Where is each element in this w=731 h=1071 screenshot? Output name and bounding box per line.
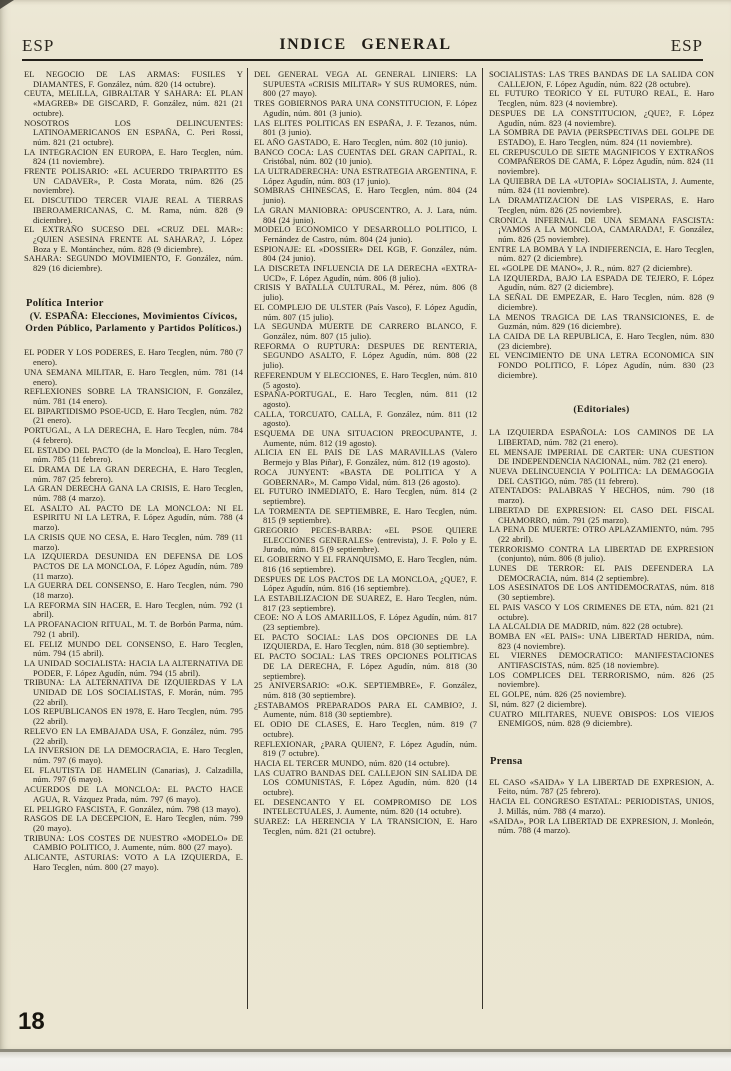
index-entry: LA ULTRADERECHA: UNA ESTRATEGIA ARGENTINA, F. López Agudín, núm. 803 (17 junio). <box>254 166 477 186</box>
index-entry: TRES GOBIERNOS PARA UNA CONSTITUCION, F. López Agudín, núm. 801 (3 junio). <box>254 98 477 118</box>
column-divider <box>247 68 248 1009</box>
section-subheading: (V. ESPAÑA: Elecciones, Movimientos Cívicos, Orden Público, Parlamento y Partidos Políticos.) <box>25 311 242 335</box>
index-entry: EL CASO «SAIDA» Y LA LIBERTAD DE EXPRESION, A. Feito, núm. 787 (25 febrero). <box>489 776 714 797</box>
index-entry: ¿ESTABAMOS PREPARADOS PARA EL CAMBIO?, J. Aumente, núm. 818 (30 septiembre). <box>254 699 477 720</box>
section-heading: Política Interior <box>26 297 104 309</box>
index-entry: EL AÑO GASTADO, E. Haro Tecglen, núm. 802 (10 junio). <box>254 136 468 147</box>
index-entry: LA ALCALDIA DE MADRID, núm. 822 (28 octubre). <box>489 621 683 632</box>
index-entry: EL PACTO SOCIAL: LAS DOS OPCIONES DE LA IZQUIERDA, E. Haro Tecglen, núm. 818 (30 septiembre). <box>254 631 477 652</box>
index-entry: EL BIPARTIDISMO PSOE-UCD, E. Haro Tecglen, núm. 782 (21 enero). <box>24 405 243 426</box>
index-entry: NUEVA DELINCUENCIA Y POLITICA: LA DEMAGOGIA DEL CASTIGO, núm. 785 (11 febrero). <box>489 466 714 486</box>
index-entry: EL FLAUTISTA DE HAMELIN (Canarias), J. Calzadilla, núm. 797 (6 mayo). <box>24 764 243 785</box>
index-entry: LA GRAN MANIOBRA: OPUSCENTRO, A. J. Lara, núm. 804 (24 junio). <box>254 204 477 225</box>
header-right-label: ESP <box>670 36 703 55</box>
index-entry: RELEVO EN LA EMBAJADA USA, F. González, núm. 795 (22 abril). <box>24 725 243 746</box>
index-entry: LAS CUATRO BANDAS DEL CALLEJON SIN SALIDA DE LOS COMUNISTAS, F. López Agudín, núm. 820 (14 octubre). <box>254 767 477 798</box>
index-entry: EL EXTRAÑO SUCESO DEL «CRUZ DEL MAR»: ¿QUIEN ASESINA FRENTE AL SAHARA?, J. López Boza y E. Montánchez, núm. 828 (9 diciembre). <box>24 224 243 254</box>
index-entry: SI, núm. 827 (2 diciembre). <box>489 698 587 709</box>
index-entry: ACUERDOS DE LA MONCLOA: EL PACTO HACE AGUA, R. Vázquez Prada, núm. 797 (6 mayo). <box>24 784 243 804</box>
index-entry: «SAIDA», POR LA LIBERTAD DE EXPRESION, J. Monleón, núm. 788 (4 marzo). <box>489 815 714 836</box>
index-entry: LA PROFANACION RITUAL, M. T. de Borbón Parma, núm. 792 (1 abril). <box>24 619 243 639</box>
index-entry: LA SEGUNDA MUERTE DE CARRERO BLANCO, F. González, núm. 807 (15 julio). <box>254 321 477 341</box>
index-entry: TRIBUNA: LA ALTERNATIVA DE IZQUIERDAS Y LA UNIDAD DE LOS SOCIALISTAS, F. Morán, núm. 795 (22 abril). <box>24 677 243 707</box>
index-entry: EL PELIGRO FASCISTA, F. González, núm. 798 (13 mayo). <box>24 803 241 814</box>
index-entry: REFLEXIONAR, ¿PARA QUIEN?, F. López Agudín, núm. 819 (7 octubre). <box>254 738 477 759</box>
index-entry: CEOE: NO A LOS AMARILLOS, F. López Agudín, núm. 817 (23 septiembre). <box>254 612 477 633</box>
index-entry: HACIA EL CONGRESO ESTATAL: PERIODISTAS, UNIOS, J. Millás, núm. 788 (4 marzo). <box>489 796 714 816</box>
index-entry: REFORMA O RUPTURA: DESPUES DE RENTERIA, SEGUNDO ASALTO, F. López Agudín, núm. 808 (22 julio). <box>254 340 477 371</box>
index-entry: LOS REPUBLICANOS EN 1978, E. Haro Tecglen, núm. 795 (22 abril). <box>24 706 243 727</box>
index-entry: LA UNIDAD SOCIALISTA: HACIA LA ALTERNATIVA DE PODER, F. López Agudín, núm. 794 (15 abril). <box>24 657 243 678</box>
index-entry: REFERENDUM Y ELECCIONES, E. Haro Tecglen, núm. 810 (5 agosto). <box>254 369 477 390</box>
index-entry: EL FELIZ MUNDO DEL CONSENSO, E. Haro Tecglen, núm. 794 (15 abril). <box>24 638 243 659</box>
header-left-label: ESP <box>22 36 55 55</box>
index-entry: EL ODIO DE CLASES, E. Haro Tecglen, núm. 819 (7 octubre). <box>254 719 477 739</box>
index-entry: LA INTEGRACION EN EUROPA, E. Haro Tecglen, núm. 824 (11 noviembre). <box>24 146 243 167</box>
section-heading: Prensa <box>490 756 523 767</box>
index-entry: EL ASALTO AL PACTO DE LA MONCLOA: NI EL ESPIRITU NI LA LETRA, F. López Agudín, núm. 788 (4 marzo). <box>24 502 243 533</box>
index-entry: LA SOMBRA DE PAVIA (PERSPECTIVAS DEL GOLPE DE ESTADO), E. Haro Tecglen, núm. 824 (11 noviembre). <box>489 127 714 147</box>
index-entry: MODELO ECONOMICO Y DESARROLLO POLITICO, I. Fernández de Castro, núm. 804 (24 junio). <box>254 224 477 244</box>
index-entry: ESQUEMA DE UNA SITUACION PREOCUPANTE, J. Aumente, núm. 812 (19 agosto). <box>254 428 477 448</box>
index-entry: EL FUTURO INMEDIATO, E. Haro Tecglen, núm. 814 (2 septiembre). <box>254 486 477 506</box>
index-entry: LA CAIDA DE LA REPUBLICA, E. Haro Tecglen, núm. 830 (23 diciembre). <box>489 330 714 351</box>
header-rule <box>22 59 703 61</box>
index-entry: LA PENA DE MUERTE: OTRO APLAZAMIENTO, núm. 795 (22 abril). <box>489 524 714 544</box>
index-entry: LA DRAMATIZACION DE LAS VISPERAS, E. Haro Tecglen, núm. 826 (25 noviembre). <box>489 195 714 215</box>
index-column-3 <box>489 70 714 1012</box>
index-entry: LA TORMENTA DE SEPTIEMBRE, E. Haro Tecglen, núm. 815 (9 septiembre). <box>254 505 477 526</box>
index-entry: EL PACTO SOCIAL: LAS TRES OPCIONES POLITICAS DE LA DERECHA, F. López Agudín, núm. 818 (30 septiembre). <box>254 651 477 681</box>
index-entry: LA GUERRA DEL CONSENSO, E. Haro Tecglen, núm. 790 (18 marzo). <box>24 580 243 601</box>
index-column-2 <box>254 70 477 1012</box>
scan-background <box>0 1052 731 1071</box>
index-entry: ATENTADOS: PALABRAS Y HECHOS, núm. 790 (18 marzo). <box>489 485 714 506</box>
index-entry: NOSOTROS LOS DELINCUENTES: LATINOAMERICANOS EN ESPAÑA, C. Peri Rossi, núm. 821 (21 octubre). <box>24 117 243 147</box>
index-entry: LOS ASESINATOS DE LOS ANTIDEMOCRATAS, núm. 818 (30 septiembre). <box>489 582 714 603</box>
index-entry: LA REFORMA SIN HACER, E. Haro Tecglen, núm. 792 (1 abril). <box>24 599 243 620</box>
index-entry: EL COMPLEJO DE ULSTER (País Vasco), F. López Agudín, núm. 807 (15 julio). <box>254 301 477 322</box>
index-entry: SUAREZ: LA HERENCIA Y LA TRANSICION, E. Haro Tecglen, núm. 821 (21 octubre). <box>254 816 477 836</box>
index-entry: DESPUES DE LOS PACTOS DE LA MONCLOA, ¿QUE?, F. López Agudín, núm. 816 (16 septiembre). <box>254 573 477 594</box>
index-entry: UNA SEMANA MILITAR, E. Haro Tecglen, núm. 781 (14 enero). <box>24 366 243 387</box>
index-entry: LOS COMPLICES DEL TERRORISMO, núm. 826 (25 noviembre). <box>489 669 714 690</box>
index-entry: EL «GOLPE DE MANO», J. R., núm. 827 (2 diciembre). <box>489 263 693 274</box>
index-entry: CRONICA INFERNAL DE UNA SEMANA FASCISTA: ¡VAMOS A LA MONCLOA, CAMARADA!, F. González, núm. 826 (25 noviembre). <box>489 214 714 244</box>
index-entry: CRISIS Y BATALLA CULTURAL, M. Pérez, núm. 806 (8 julio). <box>254 282 477 303</box>
index-entry: EL DRAMA DE LA GRAN DERECHA, E. Haro Tecglen, núm. 787 (25 febrero). <box>24 463 243 484</box>
index-entry: EL NEGOCIO DE LAS ARMAS: FUSILES Y DIAMANTES, F. González, núm. 820 (14 octubre). <box>24 70 243 89</box>
index-entry: HACIA EL TERCER MUNDO, núm. 820 (14 octubre). <box>254 757 450 768</box>
index-entry: EL ESTADO DEL PACTO (de la Moncloa), E. Haro Tecglen, núm. 785 (11 febrero). <box>24 444 243 465</box>
index-entry: EL PODER Y LOS PODERES, E. Haro Tecglen, núm. 780 (7 enero). <box>24 347 243 368</box>
index-entry: LA ESTABILIZACION DE SUAREZ, E. Haro Tecglen, núm. 817 (23 septiembre). <box>254 592 477 613</box>
index-entry: EL MENSAJE IMPERIAL DE CARTER: UNA CUESTION DE INDEPENDENCIA NACIONAL, núm. 782 (21 enero). <box>489 446 714 467</box>
index-entry: LIBERTAD DE EXPRESION: EL CASO DEL FISCAL CHAMORRO, núm. 791 (25 marzo). <box>489 504 714 525</box>
index-entry: EL VENCIMIENTO DE UNA LETRA ECONOMICA SIN FONDO POLITICO, F. López Agudín, núm. 830 (23 diciembre). <box>489 350 714 380</box>
index-entry: PORTUGAL, A LA DERECHA, E. Haro Tecglen, núm. 784 (4 febrero). <box>24 425 243 445</box>
index-entry: LA IZQUIERDA ESPAÑOLA: LOS CAMINOS DE LA LIBERTAD, núm. 782 (21 enero). <box>489 427 714 447</box>
index-entry: LA SEÑAL DE EMPEZAR, E. Haro Tecglen, núm. 828 (9 diciembre). <box>489 292 714 312</box>
index-entry: LA IZQUIERDA, BAJO LA ESPADA DE TEJERO, F. López Agudín, núm. 827 (2 diciembre). <box>489 272 714 293</box>
column-divider <box>482 68 483 1009</box>
index-entry: LA CRISIS QUE NO CESA, E. Haro Tecglen, núm. 789 (11 marzo). <box>24 531 243 552</box>
index-entry: TERRORISMO CONTRA LA LIBERTAD DE EXPRESION (conjunto), núm. 806 (8 julio). <box>489 543 714 564</box>
index-entry: GREGORIO PECES-BARBA: «EL PSOE QUIERE ELECCIONES GENERALES» (entrevista), J. F. Polo y E. Jurado, núm. 815 (9 septiembre). <box>254 525 477 555</box>
index-entry: 25 ANIVERSARIO: «O.K. SEPTIEMBRE», F. González, núm. 818 (30 septiembre). <box>254 680 477 700</box>
index-entry: TRIBUNA: LOS COSTES DE NUESTRO «MODELO» DE CAMBIO POLITICO, J. Aumente, núm. 800 (27 mayo). <box>24 832 243 853</box>
index-entry: FRENTE POLISARIO: «EL ACUERDO TRIPARTITO ES UN CADAVER», P. Costa Morata, núm. 826 (25 noviembre). <box>24 166 243 196</box>
index-entry: CUATRO MILITARES, NUEVE OBISPOS: LOS VIEJOS ENEMIGOS, núm. 828 (9 diciembre). <box>489 708 714 729</box>
page-title: INDICE GENERAL <box>279 36 452 53</box>
index-entry: SOCIALISTAS: LAS TRES BANDAS DE LA SALIDA CON CALLEJON, F. López Agudín, núm. 822 (28 octubre). <box>489 70 714 89</box>
index-entry: EL CREPUSCULO DE SIETE MAGNIFICOS Y EXTRAÑOS COMPAÑEROS DE CAMA, F. López Agudín, núm. 824 (11 noviembre). <box>489 146 714 177</box>
index-entry: EL DESENCANTO Y EL COMPROMISO DE LOS INTELECTUALES, J. Aumente, núm. 820 (14 octubre). <box>254 796 477 817</box>
index-entry: LA IZQUIERDA DESUNIDA EN DEFENSA DE LOS PACTOS DE LA MONCLOA, F. López Agudín, núm. 789 (11 marzo). <box>24 551 243 581</box>
index-entry: DESPUES DE LA CONSTITUCION, ¿QUE?, F. López Agudín, núm. 823 (4 noviembre). <box>489 107 714 128</box>
page-number: 18 <box>18 1008 45 1035</box>
index-entry: EL GOLPE, núm. 826 (25 noviembre). <box>489 689 627 700</box>
index-entry: SAHARA: SEGUNDO MOVIMIENTO, F. González, núm. 829 (16 diciembre). <box>24 253 243 274</box>
index-entry: RASGOS DE LA DECEPCION, E. Haro Tecglen, núm. 799 (20 mayo). <box>24 813 243 833</box>
index-entry: LA DISCRETA INFLUENCIA DE LA DERECHA «EXTRA-UCD», F. López Agudín, núm. 806 (8 julio). <box>254 263 477 283</box>
index-entry: ALICANTE, ASTURIAS: VOTO A LA IZQUIERDA, E. Haro Tecglen, núm. 800 (27 mayo). <box>24 852 243 872</box>
index-entry: LA MENOS TRAGICA DE LAS TRANSICIONES, E. de Guzmán, núm. 829 (16 diciembre). <box>489 311 714 332</box>
index-entry: LAS ELITES POLITICAS EN ESPAÑA, J. F. Tezanos, núm. 801 (3 junio). <box>254 117 477 138</box>
section-heading: (Editoriales) <box>573 403 630 415</box>
index-entry: LA QUIEBRA DE LA «UTOPIA» SOCIALISTA, J. Aumente, núm. 824 (11 noviembre). <box>489 175 714 196</box>
index-entry: BANCO COCA: LAS CUENTAS DEL GRAN CAPITAL, R. Cristóbal, núm. 802 (10 junio). <box>254 146 477 167</box>
scan-corner-artifact <box>0 0 14 9</box>
index-entry: ESPIONAJE: EL «DOSSIER» DEL KGB, F. González, núm. 804 (24 junio). <box>254 243 477 264</box>
index-entry: EL FUTURO TEORICO Y EL FUTURO REAL, E. Haro Tecglen, núm. 823 (4 noviembre). <box>489 88 714 109</box>
index-entry: EL VIERNES DEMOCRATICO: MANIFESTACIONES ANTIFASCISTAS, núm. 825 (18 noviembre). <box>489 650 714 671</box>
index-entry: ALICIA EN EL PAIS DE LAS MARAVILLAS (Valero Bermejo y Blas Piñar), F. González, núm. 812 (19 agosto). <box>254 447 477 468</box>
index-entry: ESPAÑA-PORTUGAL, E. Haro Tecglen, núm. 811 (12 agosto). <box>254 389 477 409</box>
index-column-1 <box>24 70 243 1012</box>
index-entry: ROCA JUNYENT: «BASTA DE POLITICA Y A GOBERNAR», M. Campo Vidal, núm. 813 (26 agosto). <box>254 466 477 487</box>
index-entry: LA INVERSION DE LA DEMOCRACIA, E. Haro Tecglen, núm. 797 (6 mayo). <box>24 745 243 765</box>
index-entry: LUNES DE TERROR: EL PAIS DEFENDERA LA DEMOCRACIA, núm. 814 (2 septiembre). <box>489 563 714 583</box>
index-entry: DEL GENERAL VEGA AL GENERAL LINIERS: LA SUPUESTA «CRISIS MILITAR» Y SUS RUMORES, núm. 800 (27 mayo). <box>254 70 477 99</box>
index-entry: EL DISCUTIDO TERCER VIAJE REAL A TIERRAS IBEROAMERICANAS, C. M. Rama, núm. 828 (9 diciembre). <box>24 195 243 225</box>
index-entry: CALLA, TORCUATO, CALLA, F. González, núm. 811 (12 agosto). <box>254 408 477 429</box>
index-entry: REFLEXIONES SOBRE LA TRANSICION, F. González, núm. 781 (14 enero). <box>24 386 243 406</box>
index-entry: ENTRE LA BOMBA Y LA INDIFERENCIA, E. Haro Tecglen, núm. 827 (2 diciembre). <box>489 243 714 264</box>
index-entry: LA GRAN DERECHA GANA LA CRISIS, E. Haro Tecglen, núm. 788 (4 marzo). <box>24 483 243 504</box>
index-entry: BOMBA EN «EL PAIS»: UNA LIBERTAD HERIDA, núm. 823 (4 noviembre). <box>489 630 714 651</box>
index-entry: CEUTA, MELILLA, GIBRALTAR Y SAHARA: EL PLAN «MAGREB» DE GISCARD, F. González, núm. 821 (21 octubre). <box>24 88 243 118</box>
index-entry: EL PAIS VASCO Y LOS CRIMENES DE ETA, núm. 821 (21 octubre). <box>489 601 714 622</box>
index-entry: EL GOBIERNO Y EL FRANQUISMO, E. Haro Tecglen, núm. 816 (16 septiembre). <box>254 554 477 574</box>
index-entry: SOMBRAS CHINESCAS, E. Haro Tecglen, núm. 804 (24 junio). <box>254 185 477 206</box>
